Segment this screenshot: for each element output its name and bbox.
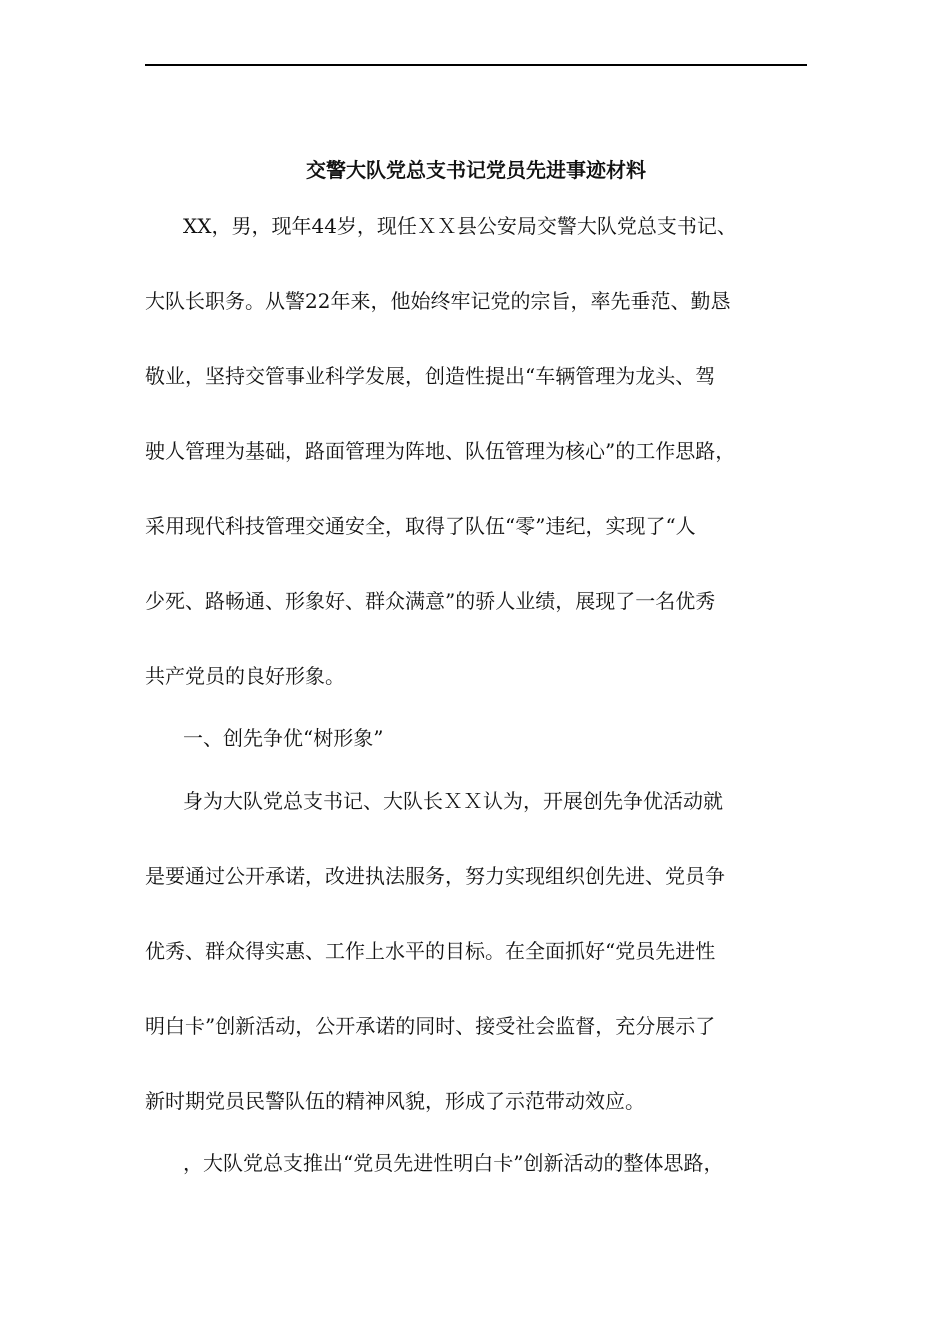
paragraph-line: 明白卡”创新活动，公开承诺的同时、接受社会监督，充分展示了 <box>145 1014 716 1038</box>
paragraph-line: ，大队党总支推出“党员先进性明白卡”创新活动的整体思路， <box>183 1151 724 1175</box>
paragraph-line: 少死、路畅通、形象好、群众满意”的骄人业绩，展现了一名优秀 <box>145 589 716 613</box>
paragraph-line: 身为大队党总支书记、大队长ＸＸ认为，开展创先争优活动就 <box>183 789 723 813</box>
paragraph-line: 驶人管理为基础，路面管理为阵地、队伍管理为核心”的工作思路， <box>145 439 736 463</box>
paragraph-line: XX，男，现年44岁，现任ＸＸ县公安局交警大队党总支书记、 <box>183 214 737 238</box>
paragraph-line: 新时期党员民警队伍的精神风貌，形成了示范带动效应。 <box>145 1089 645 1113</box>
paragraph-line: 共产党员的良好形象。 <box>145 664 345 688</box>
header-rule <box>145 64 807 66</box>
paragraph-line: 优秀、群众得实惠、工作上水平的目标。在全面抓好“党员先进性 <box>145 939 716 963</box>
paragraph-line: 大队长职务。从警22年来，他始终牢记党的宗旨，率先垂范、勤恳 <box>145 289 731 313</box>
document-title: 交警大队党总支书记党员先进事迹材料 <box>306 158 646 182</box>
section-heading: 一、创先争优“树形象” <box>183 726 384 750</box>
paragraph-line: 采用现代科技管理交通安全，取得了队伍“零”违纪，实现了“人 <box>145 514 696 538</box>
paragraph-line: 是要通过公开承诺，改进执法服务，努力实现组织创先进、党员争 <box>145 864 725 888</box>
paragraph-line: 敬业，坚持交管事业科学发展，创造性提出“车辆管理为龙头、驾 <box>145 364 716 388</box>
